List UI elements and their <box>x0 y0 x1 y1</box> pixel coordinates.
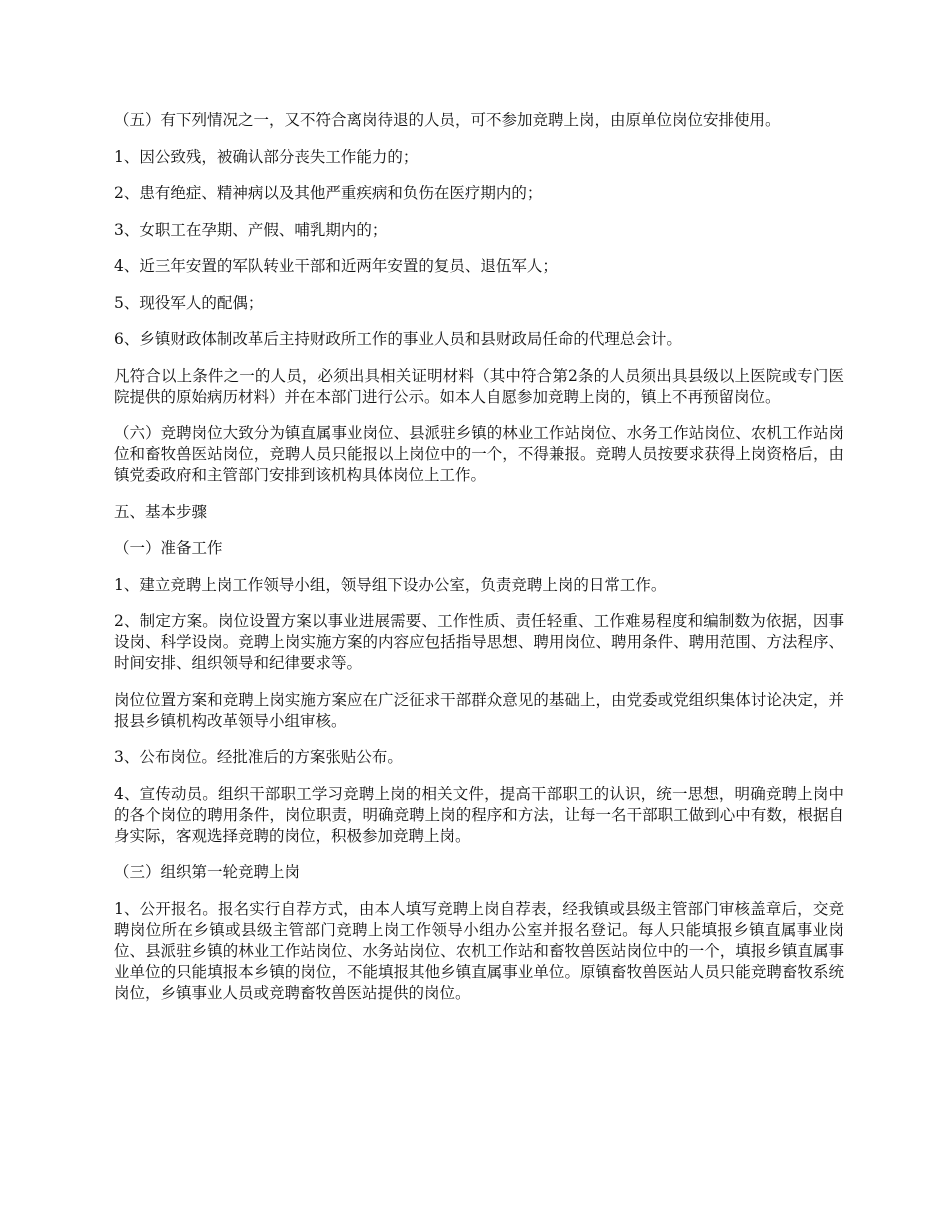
list-item-4: 4、近三年安置的军队转业干部和近两年安置的复员、退伍军人； <box>114 257 558 275</box>
paragraph-certification: 凡符合以上条件之一的人员，必须出具相关证明材料（其中符合第2条的人员须出具县级以上医院或专门医院提供的原始病历材料）并在本部门进行公示。如本人自愿参加竞聘上岗的，镇上不再预留岗位。 <box>114 366 844 406</box>
step-1: 1、建立竞聘上岗工作领导小组，领导组下设办公室，负责竞聘上岗的日常工作。 <box>114 575 667 594</box>
list-item-1: 1、因公致残，被确认部分丧失工作能力的； <box>114 147 419 166</box>
step-2: 2、制定方案。岗位设置方案以事业进展需要、工作性质、责任轻重、工作难易程度和编制数为依据，因事设岗、科学设岗。竞聘上岗实施方案的内容应包括指导思想、聘用岗位、聘用条件、聘用范围、方法程序、时间安排、组织领导和纪律要求等。 <box>114 612 844 672</box>
list-item-5: 5、现役军人的配偶； <box>114 293 264 312</box>
step-3: 3、公布岗位。经批准后的方案张贴公布。 <box>114 748 403 766</box>
paragraph-section-5: （五）有下列情况之一，又不符合离岗待退的人员，可不参加竞聘上岗，由原单位岗位安排使用。 <box>114 111 781 129</box>
subheading-first-round: （三）组织第一轮竞聘上岗 <box>114 863 301 881</box>
paragraph-plan-review: 岗位位置方案和竞聘上岗实施方案应在广泛征求干部群众意见的基础上，由党委或党组织集体讨论决定，并报县乡镇机构改革领导小组审核。 <box>114 690 844 730</box>
list-item-3: 3、女职工在孕期、产假、哺乳期内的； <box>114 220 388 239</box>
heading-basic-steps: 五、基本步骤 <box>114 502 208 521</box>
paragraph-section-6: （六）竞聘岗位大致分为镇直属事业岗位、县派驻乡镇的林业工作站岗位、水务工作站岗位、农机工作站岗位和畜牧兽医站岗位，竞聘人员只能报以上岗位中的一个，不得兼报。竞聘人员按要求获得上岗资格后，由镇党委政府和主管部门安排到该机构具体岗位上工作。 <box>114 424 844 484</box>
list-item-2: 2、患有绝症、精神病以及其他严重疾病和负伤在医疗期内的； <box>114 184 543 202</box>
list-item-6: 6、乡镇财政体制改革后主持财政所工作的事业人员和县财政局任命的代理总会计。 <box>114 330 682 348</box>
document-body <box>114 110 844 1019</box>
step-4: 4、宣传动员。组织干部职工学习竞聘上岗的相关文件，提高干部职工的认识，统一思想，明确竞聘上岗中的各个岗位的聘用条件，岗位职责，明确竞聘上岗的程序和方法，让每一名干部职工做到心中有数，根据自身实际，客观选择竞聘的岗位，积极参加竞聘上岗。 <box>114 784 844 845</box>
step-public-registration: 1、公开报名。报名实行自荐方式，由本人填写竞聘上岗自荐表，经我镇或县级主管部门审核盖章后，交竞聘岗位所在乡镇或县级主管部门竞聘上岗工作领导小组办公室并报名登记。每人只能填报乡镇直属事业岗位、县派驻乡镇的林业工作站岗位、水务站岗位、农机工作站和畜牧兽医站岗位中的一个，填报乡镇直属事业单位的只能填报本乡镇的岗位，不能填报其他乡镇直属事业单位。原镇畜牧兽医站人员只能竞聘畜牧系统岗位，乡镇事业人员或竞聘畜牧兽医站提供的岗位。 <box>114 899 844 1002</box>
subheading-preparation: （一）准备工作 <box>114 539 223 557</box>
